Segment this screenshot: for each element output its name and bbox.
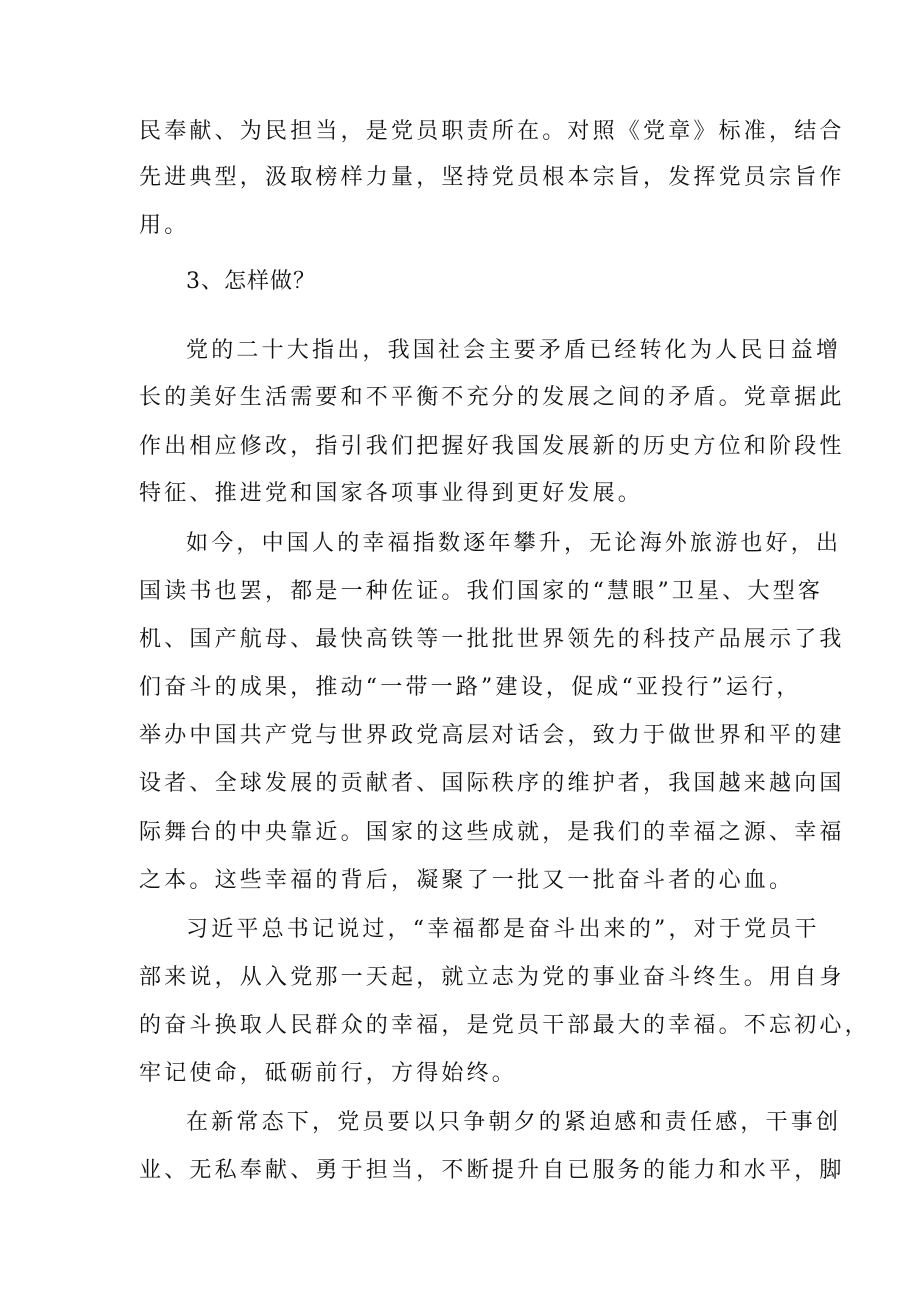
paragraph-first-line: 在新常态下，党员要以只争朝夕的紧迫感和责任感，干事创 (186, 1110, 842, 1135)
paragraph-first-line: 党的二十大指出，我国社会主要矛盾已经转化为人民日益增 (186, 338, 842, 363)
text-line: 设者、全球发展的贡献者、国际秩序的维护者，我国越来越向国 (139, 771, 845, 796)
text-line: 业、无私奉献、勇于担当，不断提升自已服务的能力和水平，脚 (139, 1158, 845, 1183)
text-line: 们奋斗的成果，推动“一带一路”建设，促成“亚投行”运行， (139, 675, 802, 700)
text-line: 国读书也罢，都是一种佐证。我们国家的“慧眼”卫星、大型客 (139, 579, 824, 604)
paragraph-first-line: 如今，中国人的幸福指数逐年攀升，无论海外旅游也好，出 (186, 531, 842, 556)
text-line: 长的美好生活需要和不平衡不充分的发展之间的矛盾。党章据此 (139, 385, 845, 410)
text-line: 先进典型，汲取榜样力量，坚持党员根本宗旨，发挥党员宗旨作 (139, 165, 845, 190)
paragraph-first-line: 习近平总书记说过，“幸福都是奋斗出来的”，对于党员干 (186, 917, 820, 942)
text-line: 民奉献、为民担当，是党员职责所在。对照《党章》标准，结合 (139, 119, 845, 144)
text-line: 牢记使命，砥砺前行，方得始终。 (139, 1061, 518, 1086)
text-line: 举办中国共产党与世界政党高层对话会，致力于做世界和平的建 (139, 723, 845, 748)
text-line: 作出相应修改，指引我们把握好我国发展新的历史方位和阶段性 (139, 434, 845, 459)
text-line: 机、国产航母、最快高铁等一批批世界领先的科技产品展示了我 (139, 627, 845, 652)
text-line: 的奋斗换取人民群众的幸福，是党员干部最大的幸福。不忘初心， (139, 1013, 870, 1038)
text-line: 特征、推进党和国家各项事业得到更好发展。 (139, 481, 644, 506)
text-line: 之本。这些幸福的背后，凝聚了一批又一批奋斗者的心血。 (139, 868, 795, 893)
section-heading: 3、怎样做？ (186, 269, 316, 294)
text-line: 部来说，从入党那一天起，就立志为党的事业奋斗终生。用自身 (139, 965, 845, 990)
text-line: 际舞台的中央靠近。国家的这些成就，是我们的幸福之源、幸福 (139, 820, 845, 845)
text-line: 用。 (139, 213, 190, 238)
